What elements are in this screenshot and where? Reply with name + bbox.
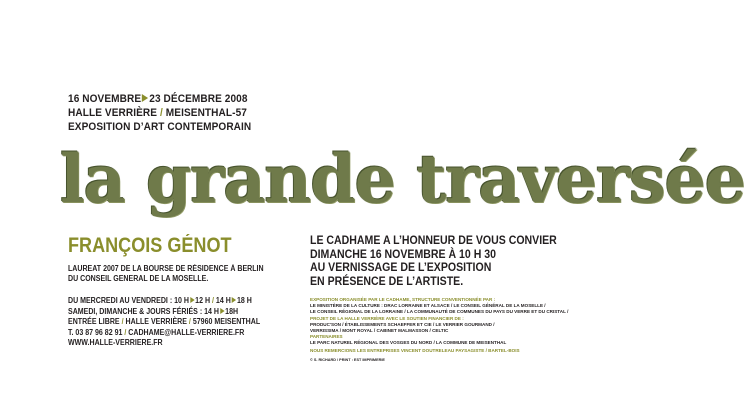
slash-separator-icon: / <box>188 317 191 326</box>
credits-line: LE CONSEIL RÉGIONAL DE LA LORRAINE / LA COMMUNAUTÉ DE COMMUNES DU PAYS DU VERRE ET DU CRISTAL / <box>310 309 569 315</box>
arrow-right-icon <box>190 297 194 303</box>
credits-line: LE MINISTÈRE DE LA CULTURE : DRAC LORRAINE ET ALSACE / LE CONSEIL GÉNÉRAL DE LA MOSELLE / <box>310 303 546 309</box>
arrow-right-icon <box>142 94 148 102</box>
event-location <box>68 106 251 120</box>
slash-separator-icon: / <box>212 296 214 305</box>
invite-line: DIMANCHE 16 NOVEMBRE À 10 H 30 <box>310 246 497 261</box>
credits-print: © S. RICHARD / PRINT : EST IMPRIMERIE <box>310 357 385 362</box>
credits-thanks: NOUS REMERCIONS LES ENTREPRISES VINCENT DOUTRELEAU PAYSAGISTE / BARTEL-BOIS <box>310 347 520 353</box>
slash-separator-icon: / <box>121 317 124 326</box>
exhibition-title: la grande traversée <box>60 140 745 218</box>
invitation-text <box>310 234 557 288</box>
hours-text: DU MERCREDI AU VENDREDI : 10 H <box>68 296 189 305</box>
bio-line: DU CONSEIL GENERAL DE LA MOSELLE. <box>68 274 209 283</box>
invite-line: LE CADHAME A L’HONNEUR DE VOUS CONVIER <box>310 233 557 247</box>
invite-line: EN PRÉSENCE DE L’ARTISTE. <box>310 273 464 288</box>
hours-text: 12 H <box>195 296 211 305</box>
entry-venue: HALLE VERRIÈRE <box>125 317 187 326</box>
slash-separator-icon: / <box>124 327 127 337</box>
credits-line: LE PARC NATUREL RÉGIONAL DES VOSGES DU NORD / LA COMMUNE DE MEISENTHAL <box>310 340 507 346</box>
credits-line: VERRISSIMA / MONT ROYAL / CABINET MALMASSON / CELTIC <box>310 328 449 334</box>
hours-text: SAMEDI, DIMANCHE & JOURS FÉRIÉS : 14 H <box>68 306 219 316</box>
hours-text: 18 H <box>236 296 252 305</box>
artist-name: FRANÇOIS GÉNOT <box>68 234 232 257</box>
bio-line: LAUREAT 2007 DE LA BOURSE DE RÉSIDENCE À BERLIN <box>68 264 264 273</box>
email-link[interactable]: CADHAME@HALLE-VERRIERE.FR <box>128 327 245 337</box>
credits-heading: EXPOSITION ORGANISÉE PAR LE CADHAME, STRUCTURE CONVENTIONNÉE PAR : <box>310 297 496 302</box>
contact-info <box>68 328 260 339</box>
hours-text: 14 H <box>215 296 231 305</box>
credits-block <box>310 297 610 363</box>
credits-line: PRODUC'SON / ÉTABLISSEMENTS SCHAEFFER ET CIE / LE VERRIER GOURMAND / <box>310 321 495 327</box>
weekend-hours <box>68 307 260 318</box>
hours-text: 18H <box>225 306 239 316</box>
entry-text: ENTRÉE LIBRE <box>68 317 120 326</box>
opening-hours <box>68 296 260 349</box>
date-start: 16 NOVEMBRE <box>68 93 142 105</box>
entry-address: 57960 MEISENTHAL <box>192 317 261 326</box>
date-end: 23 DÉCEMBRE 2008 <box>149 93 248 105</box>
event-dates <box>68 92 251 106</box>
credits-heading: PARTENAIRES <box>310 334 343 340</box>
entry-info <box>68 317 260 328</box>
event-header <box>68 92 251 134</box>
slash-separator-icon: / <box>159 107 163 119</box>
venue-name: HALLE VERRIÈRE <box>68 107 158 119</box>
website-link[interactable]: WWW.HALLE-VERRIERE.FR <box>68 338 163 347</box>
venue-city: MEISENTHAL-57 <box>165 107 247 119</box>
invite-line: AU VERNISSAGE DE L’EXPOSITION <box>310 260 492 274</box>
credits-heading: PROJET DE LA HALLE VERRIÈRE AVEC LE SOUTIEN FINANCIER DE : <box>310 315 464 321</box>
event-subtitle: EXPOSITION D’ART CONTEMPORAIN <box>68 121 252 133</box>
arrow-right-icon <box>232 297 236 303</box>
weekday-hours <box>68 296 260 307</box>
artist-bio <box>68 264 264 284</box>
phone-number: T. 03 87 96 82 91 <box>68 327 123 337</box>
arrow-right-icon <box>220 308 224 314</box>
